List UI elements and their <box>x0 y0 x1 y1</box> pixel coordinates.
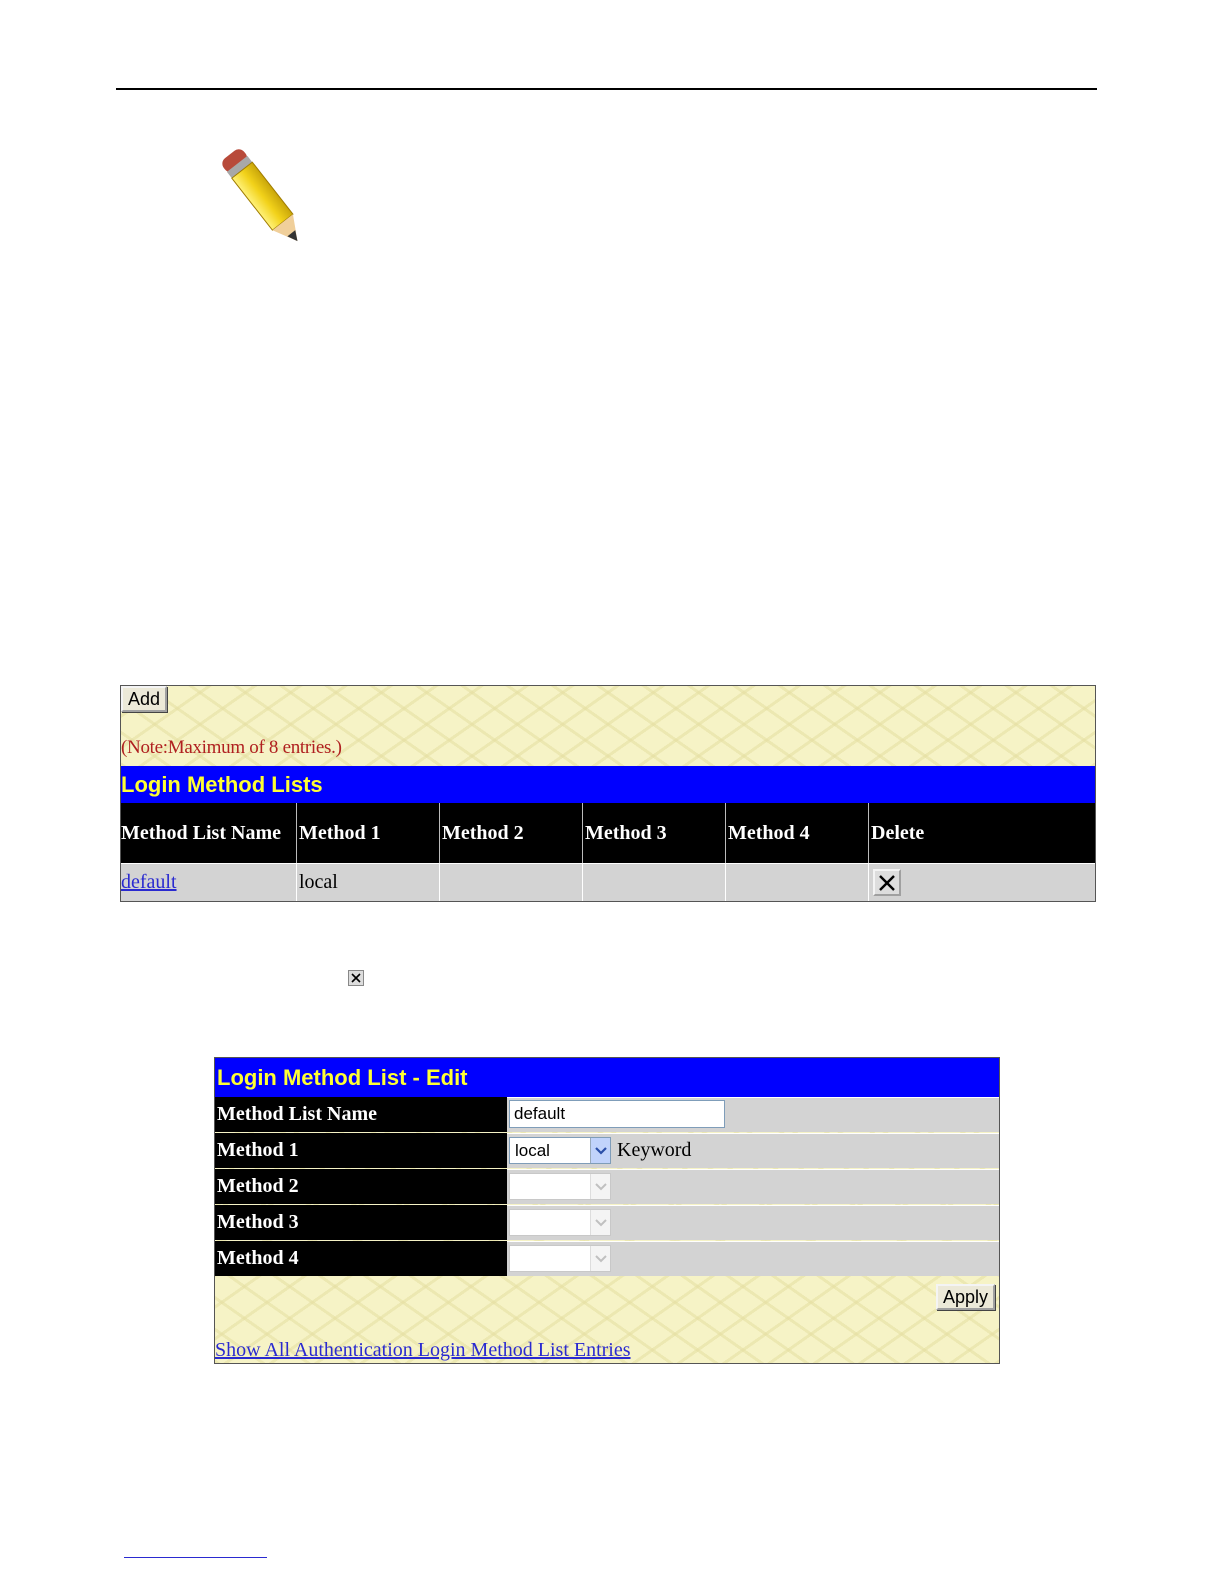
delete-button[interactable] <box>873 869 901 896</box>
method-1-selected-value: local <box>515 1141 550 1160</box>
method-3-label: Method 3 <box>215 1205 507 1240</box>
table-header-row <box>121 803 1095 863</box>
chevron-down-icon <box>590 1174 610 1199</box>
panel-background <box>121 686 1095 766</box>
method-4-select[interactable] <box>509 1245 611 1272</box>
method-1-row <box>215 1133 999 1169</box>
column-header-method-4: Method 4 <box>726 803 869 863</box>
method-4-row <box>215 1241 999 1277</box>
chevron-down-icon <box>590 1210 610 1235</box>
chevron-down-icon <box>590 1138 610 1163</box>
method-2-label: Method 2 <box>215 1169 507 1204</box>
header-rule <box>116 88 1097 90</box>
column-header-method-list-name: Method List Name <box>121 803 297 863</box>
table-row <box>121 863 1095 901</box>
max-entries-note: (Note:Maximum of 8 entries.) <box>121 737 342 758</box>
method-3-select[interactable] <box>509 1209 611 1236</box>
method-2-select[interactable] <box>509 1173 611 1200</box>
delete-cell <box>869 864 1095 901</box>
method-1-label: Method 1 <box>215 1133 507 1168</box>
delete-x-icon <box>348 970 364 986</box>
method-list-name-label: Method List Name <box>215 1097 507 1132</box>
column-header-method-2: Method 2 <box>440 803 583 863</box>
method-4-value-cell <box>507 1241 999 1276</box>
pencil-note-icon <box>208 135 318 260</box>
login-method-list-edit-panel <box>214 1057 1000 1364</box>
column-header-method-1: Method 1 <box>297 803 440 863</box>
keyword-label: Keyword <box>617 1139 692 1161</box>
column-header-method-3: Method 3 <box>583 803 726 863</box>
show-all-entries-link[interactable]: Show All Authentication Login Method List Entries <box>215 1339 631 1361</box>
default-method-list-link[interactable]: default <box>121 871 177 893</box>
add-button[interactable]: Add <box>121 686 167 712</box>
delete-x-icon <box>878 874 896 892</box>
login-method-lists-title: Login Method Lists <box>121 766 1095 803</box>
method-2-cell <box>440 864 583 901</box>
method-1-value-cell <box>507 1133 999 1168</box>
edit-panel-title: Login Method List - Edit <box>215 1058 999 1097</box>
chevron-down-icon <box>590 1246 610 1271</box>
method-list-name-value-cell <box>507 1097 999 1132</box>
login-method-lists-panel <box>120 685 1096 902</box>
method-4-cell <box>726 864 869 901</box>
method-1-cell: local <box>297 864 440 901</box>
method-1-select[interactable] <box>509 1137 611 1164</box>
method-list-name-cell <box>121 864 297 901</box>
method-list-name-input[interactable]: default <box>509 1100 725 1128</box>
method-2-value-cell <box>507 1169 999 1204</box>
method-4-label: Method 4 <box>215 1241 507 1276</box>
column-header-delete: Delete <box>871 822 925 844</box>
method-list-name-row <box>215 1097 999 1133</box>
apply-button[interactable]: Apply <box>936 1284 995 1310</box>
method-3-row <box>215 1205 999 1241</box>
method-3-cell <box>583 864 726 901</box>
method-2-row <box>215 1169 999 1205</box>
footer-rule <box>124 1557 267 1558</box>
method-3-value-cell <box>507 1205 999 1240</box>
